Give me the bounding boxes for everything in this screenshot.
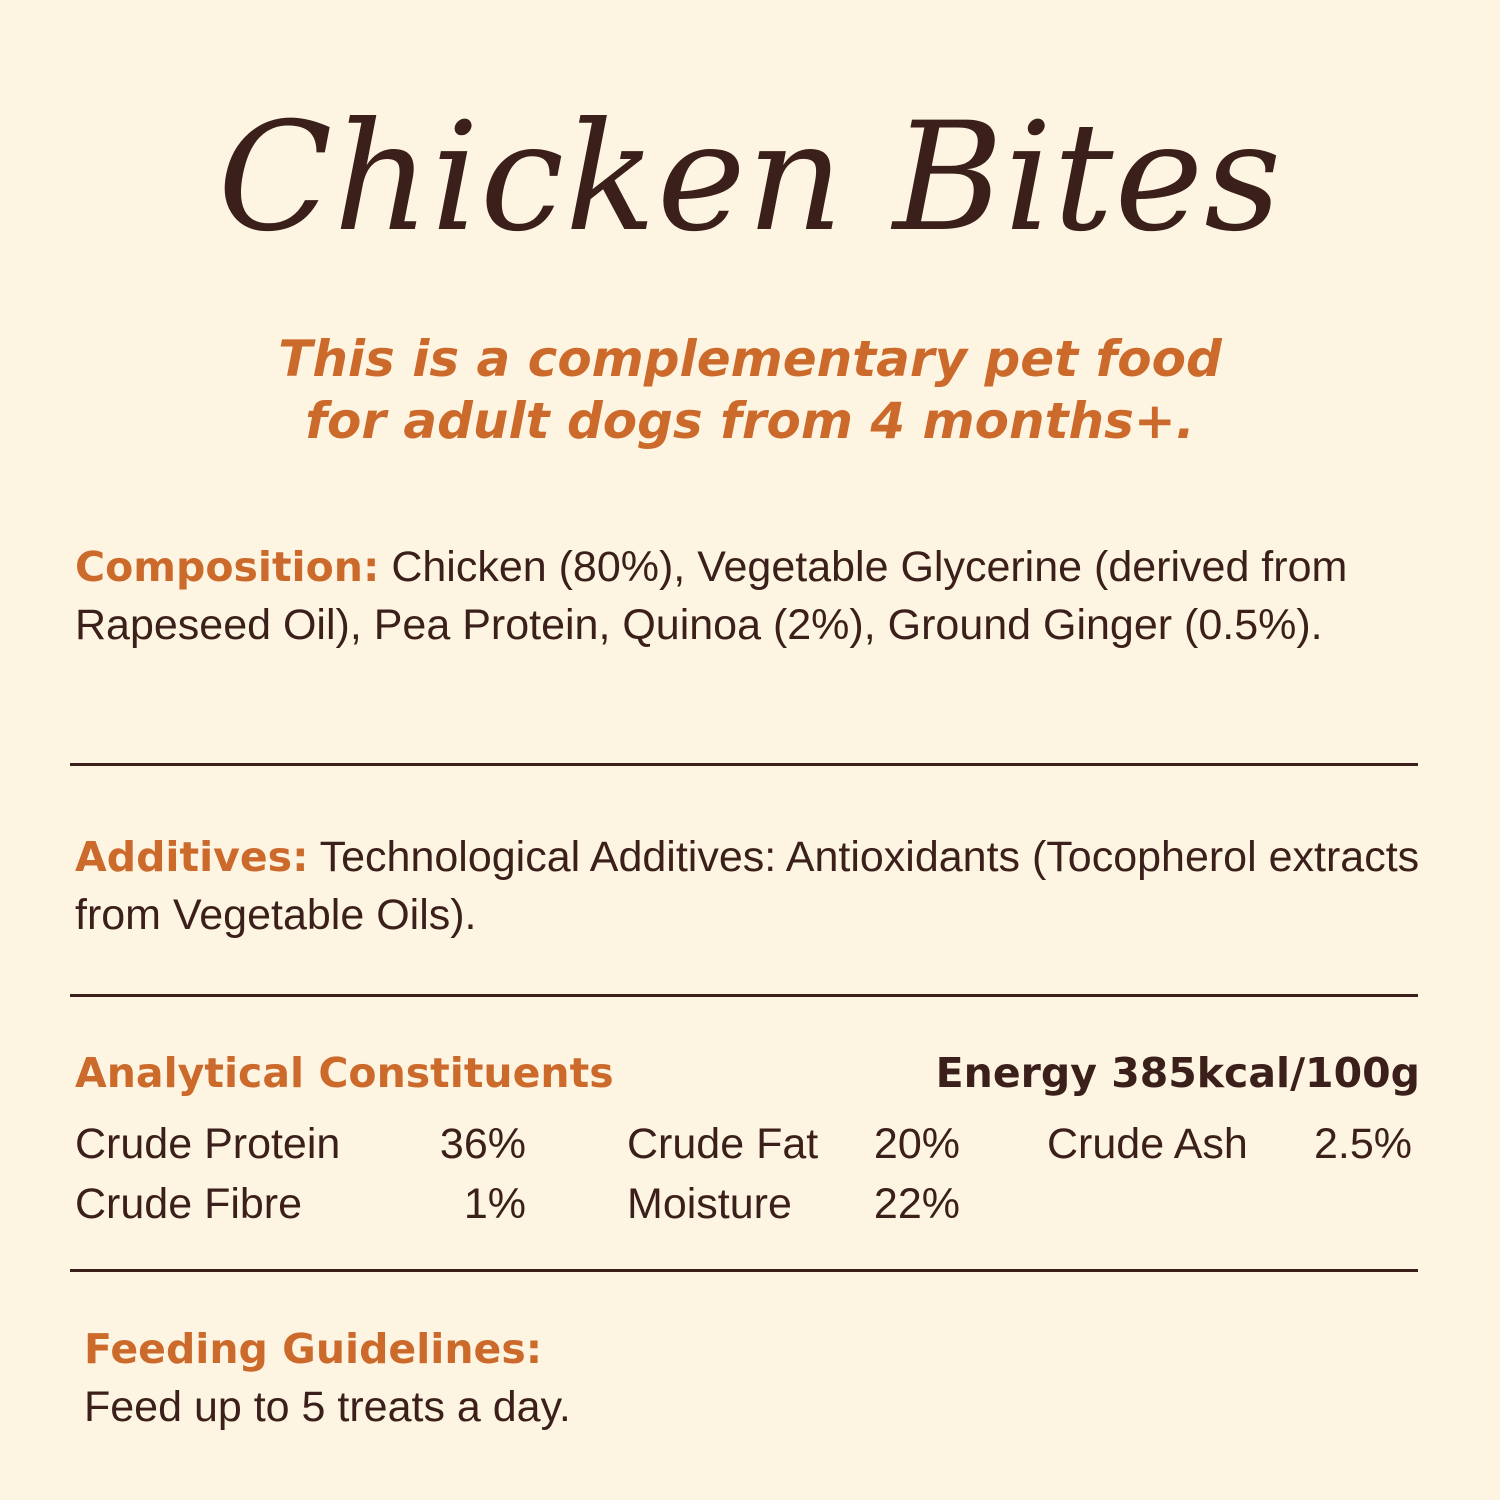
feeding-guidelines-heading: Feeding Guidelines: [84,1325,543,1373]
additives-label: Additives: [75,833,309,881]
constituent-value: 36% [439,1120,526,1168]
composition-text: Chicken (80%), Vegetable Glycerine (derived from Rapeseed Oil), Pea Protein, Quinoa (2%), Ground Ginger (0.5%). [75,543,1348,649]
constituent-name: Crude Protein [75,1120,341,1168]
subtitle-line-2: for adult dogs from 4 months+. [305,392,1195,450]
divider [70,1269,1418,1272]
constituent-name: Moisture [627,1180,792,1228]
product-subtitle [0,328,1500,452]
composition-section [75,538,1425,654]
additives-text: Technological Additives: Antioxidants (Tocopherol extracts from Vegetable Oils). [75,833,1420,939]
composition-label: Composition: [75,543,380,591]
divider [70,994,1418,997]
divider [70,763,1418,766]
constituent-name: Crude Fat [627,1120,819,1168]
energy-value: Energy 385kcal/100g [935,1049,1420,1097]
product-title: Chicken Bites [217,91,1283,265]
constituent-name: Crude Fibre [75,1180,303,1228]
subtitle-line-1: This is a complementary pet food [278,330,1222,388]
analytical-constituents-heading: Analytical Constituents [75,1049,614,1097]
feeding-guidelines-text: Feed up to 5 treats a day. [84,1383,571,1431]
constituent-value: 22% [873,1180,960,1228]
constituent-value: 2.5% [1313,1120,1412,1168]
constituent-value: 20% [873,1120,960,1168]
additives-section [75,828,1425,944]
constituent-name: Crude Ash [1047,1120,1248,1168]
constituent-value: 1% [463,1180,526,1228]
